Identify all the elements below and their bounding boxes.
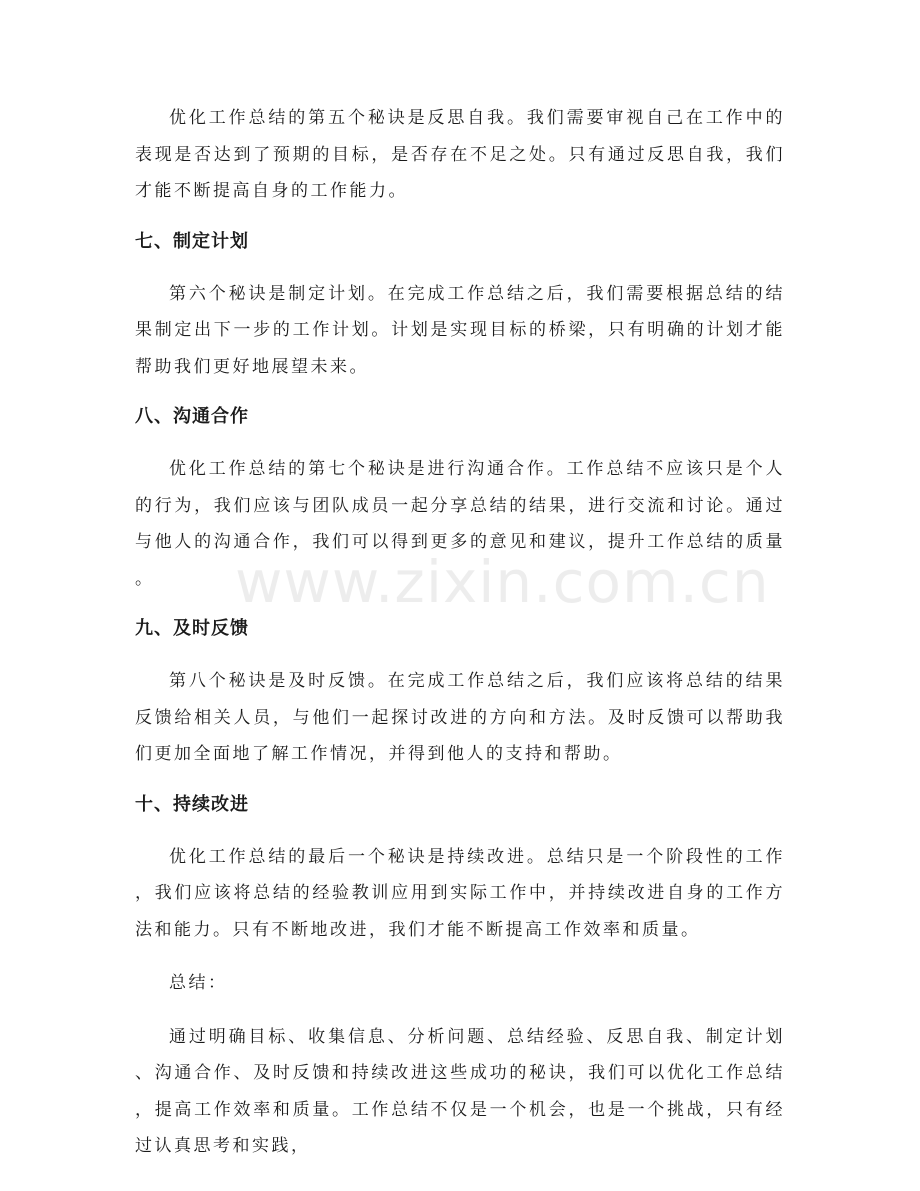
paragraph-improvement: 优化工作总结的最后一个秘诀是持续改进。总结只是一个阶段性的工作，我们应该将总结的经验教训应用到实际工作中，并持续改进自身的工作方法和能力。只有不断地改进，我们才能不断提高工作效率和质量。 — [135, 846, 785, 940]
section-heading-improvement: 十、持续改进 — [135, 793, 249, 815]
summary-label: 总结： — [169, 973, 228, 993]
document-body — [135, 100, 785, 1182]
section-heading-feedback: 九、及时反馈 — [135, 618, 249, 639]
paragraph-feedback: 第八个秘诀是及时反馈。在完成工作总结之后，我们应该将总结的结果反馈给相关人员，与他们一起探讨改进的方向和方法。及时反馈可以帮助我们更加全面地了解工作情况，并得到他人的支持和帮助。 — [135, 671, 785, 764]
watermark-text: www.zixin.com.cn — [235, 548, 770, 616]
paragraph-reflection: 优化工作总结的第五个秘诀是反思自我。我们需要审视自己在工作中的表现是否达到了预期的目标，是否存在不足之处。只有通过反思自我，我们才能不断提高自身的工作能力。 — [135, 108, 785, 201]
paragraph-communication: 优化工作总结的第七个秘诀是进行沟通合作。工作总结不应该只是个人的行为，我们应该与团队成员一起分享总结的结果，进行交流和讨论。通过与他人的沟通合作，我们可以得到更多的意见和建议，提升工作总结的质量。 — [135, 459, 785, 589]
section-heading-communication: 八、沟通合作 — [135, 406, 249, 427]
paragraph-plan: 第六个秘诀是制定计划。在完成工作总结之后，我们需要根据总结的结果制定出下一步的工作计划。计划是实现目标的桥梁，只有明确的计划才能帮助我们更好地展望未来。 — [135, 283, 785, 377]
summary-paragraph: 通过明确目标、收集信息、分析问题、总结经验、反思自我、制定计划、沟通合作、及时反馈和持续改进这些成功的秘诀，我们可以优化工作总结，提高工作效率和质量。工作总结不仅是一个机会，也是一个挑战，只有经过认真思考和实践， — [135, 1026, 785, 1156]
section-heading-plan: 七、制定计划 — [135, 230, 249, 252]
